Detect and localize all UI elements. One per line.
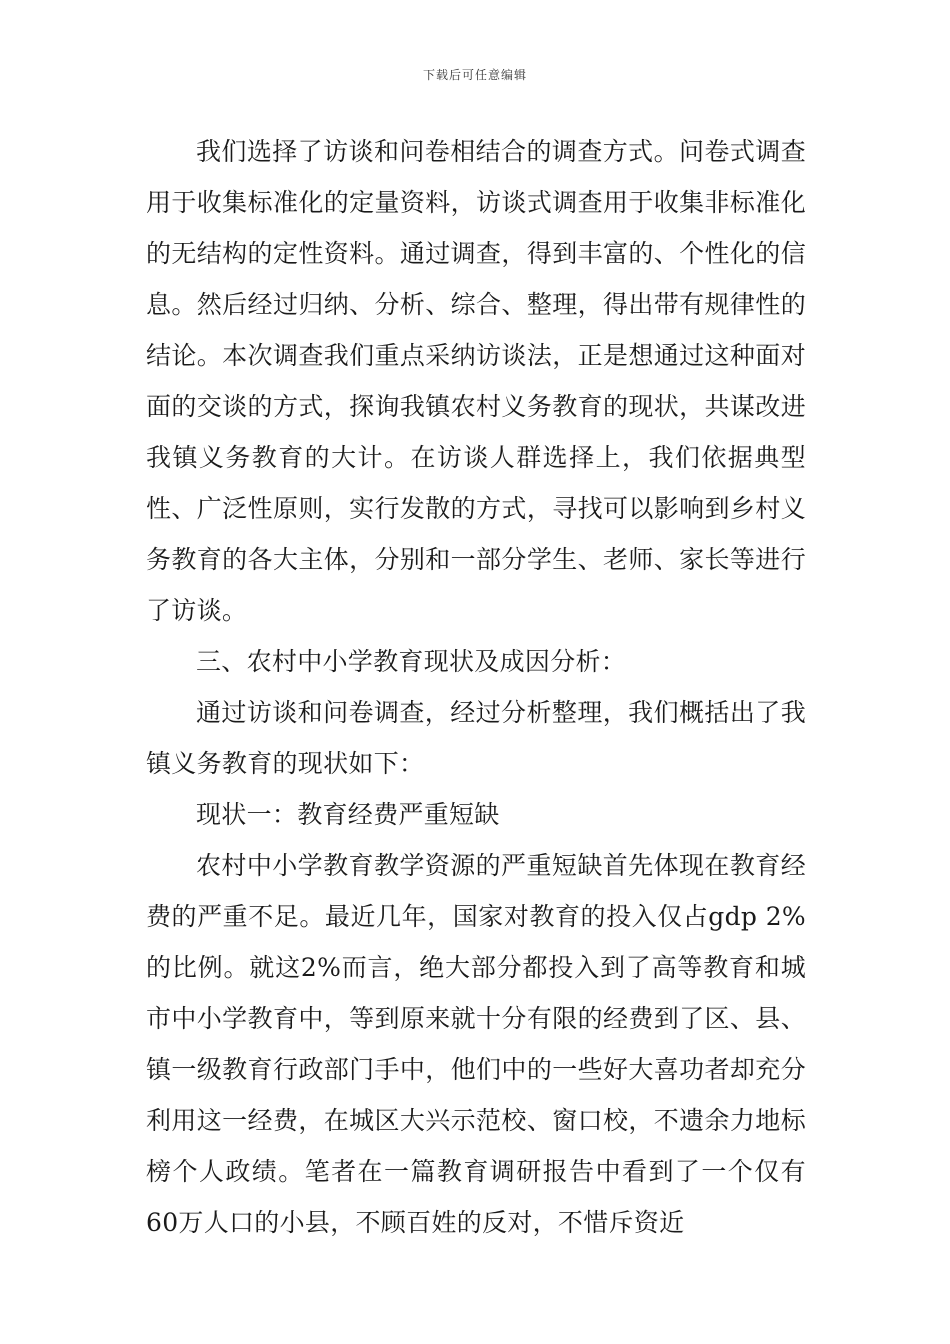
paragraph-survey-method: 我们选择了访谈和问卷相结合的调查方式。问卷式调查用于收集标准化的定量资料，访谈式调查用于收集非标准化的无结构的定性资料。通过调查，得到丰富的、个性化的信息。然后经过归纳、分析、综合、整理，得出带有规律性的结论。本次调查我们重点采纳访谈法，正是想通过这种面对面的交谈的方式，探询我镇农村义务教育的现状，共谋改进我镇义务教育的大计。在访谈人群选择上，我们依据典型性、广泛性原则，实行发散的方式，寻找可以影响到乡村义务教育的各大主体，分别和一部分学生、老师、家长等进行了访谈。 <box>146 137 806 625</box>
page-header-note: 下载后可任意编辑 <box>422 68 527 82</box>
document-body <box>146 126 806 1248</box>
paragraph-funding-shortage: 农村中小学教育教学资源的严重短缺首先体现在教育经费的严重不足。最近几年，国家对教育的投入仅占gdp 2%的比例。就这2%而言，绝大部分都投入到了高等教育和城市中小学教育中，等到原来就十分有限的经费到了区、县、镇一级教育行政部门手中，他们中的一些好大喜功者却充分利用这一经费，在城区大兴示范校、窗口校，不遗余力地标榜个人政绩。笔者在一篇教育调研报告中看到了一个仅有60万人口的小县，不顾百姓的反对，不惜斥资近 <box>146 851 806 1237</box>
paragraph-status-summary: 通过访谈和问卷调查，经过分析整理，我们概括出了我镇义务教育的现状如下： <box>146 698 806 778</box>
subheading-status-one: 现状一：教育经费严重短缺 <box>196 800 500 829</box>
section-heading-education-status: 三、农村中小学教育现状及成因分析： <box>196 647 627 676</box>
